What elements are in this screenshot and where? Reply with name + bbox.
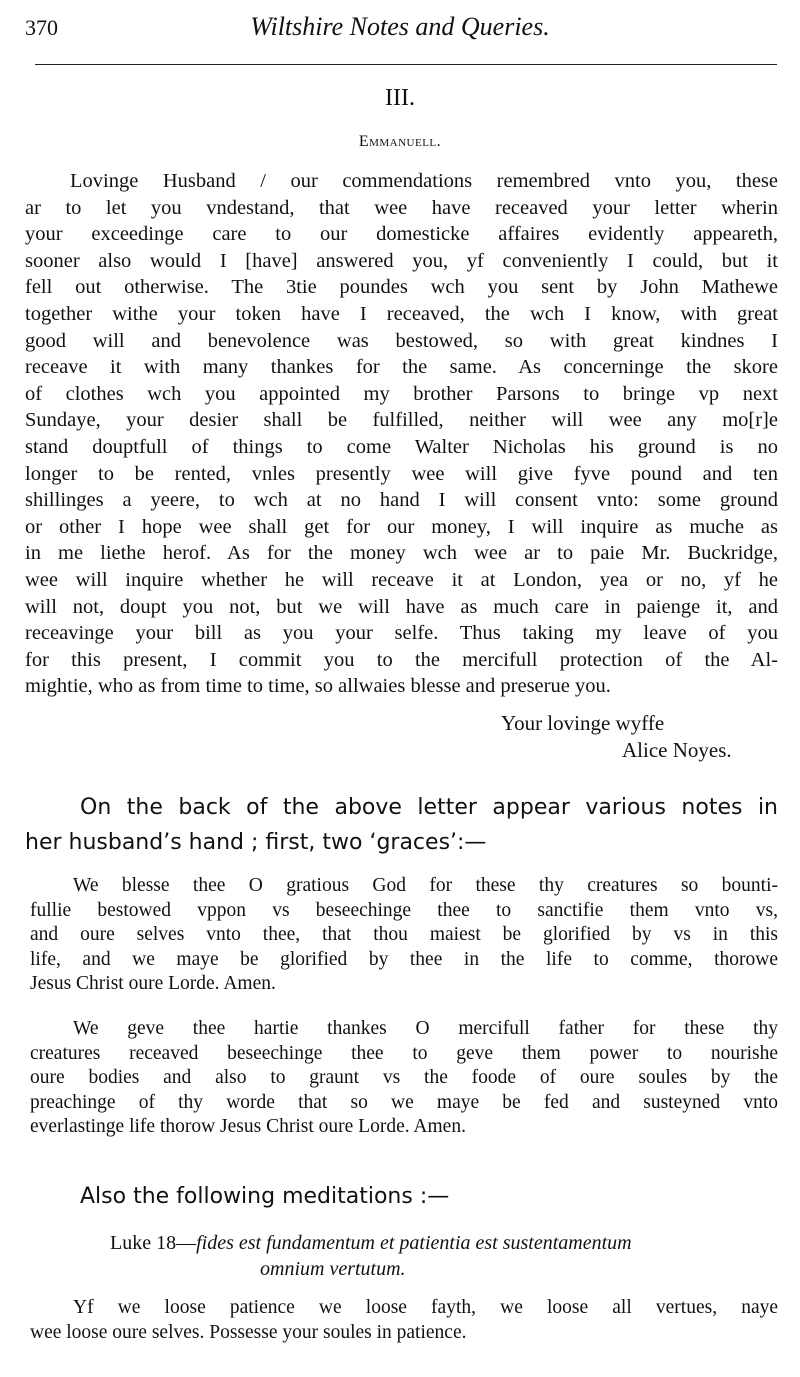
text-line: On the back of the above letter appear various notes in: [80, 795, 778, 820]
header-rule: [35, 64, 777, 65]
letter-closing: Your lovinge wyffe: [501, 711, 665, 735]
text-line: receavinge your bill as you your selfe. Thus taking my leave of you: [25, 622, 778, 645]
text-line: preachinge of thy worde that so we maye be fed and susteyned vnto: [30, 1091, 778, 1113]
meditations-intro: Also the following meditations :—: [80, 1184, 450, 1209]
text-line: creatures receaved beseechinge thee to geve them power to nourishe: [30, 1042, 778, 1064]
text-line: fell out otherwise. The 3tie poundes wch you sent by John Mathewe: [25, 276, 778, 299]
text-line: sooner also would I [have] answered you, yf conveniently I could, but it: [25, 249, 778, 272]
text-line: everlastinge life thorow Jesus Christ oure Lorde. Amen.: [30, 1116, 466, 1138]
text-line: wee loose oure selves. Possesse your soules in patience.: [30, 1322, 467, 1343]
text-line: for this present, I commit you to the mercifull protection of the Al-: [25, 648, 778, 671]
text-line: together withe your token have I receaved, the wch I know, with great: [25, 303, 778, 325]
latin-line-2: omnium vertutum.: [260, 1258, 406, 1280]
text-line: Yf we loose patience we loose fayth, we loose all vertues, naye: [73, 1297, 778, 1318]
text-line: life, and we maye be glorified by thee in the life to comme, thorowe: [30, 948, 778, 970]
text-line: in me liethe herof. As for the money wch wee ar to paie Mr. Buckridge,: [25, 542, 778, 565]
text-line: her husband’s hand ; first, two ‘graces’:—: [25, 830, 487, 855]
letter-signature: Alice Noyes.: [622, 738, 732, 762]
section-numeral: III.: [385, 85, 415, 111]
meditation-reference: [110, 1233, 632, 1253]
text-line: or other I hope wee shall get for our money, I will inquire as muche as: [25, 515, 778, 538]
text-line: your exceedinge care to our domesticke affaires evidently appeareth,: [25, 223, 778, 246]
text-line: wee will inquire whether he will receave it at London, yea or no, yf he: [25, 569, 778, 591]
latin-line-1: fides est fundamentum et patientia est sustentamentum: [196, 1232, 632, 1254]
luke-ref: Luke 18—: [110, 1232, 197, 1254]
text-line: shillinges a yeere, to wch at no hand I will consent vnto: some ground: [25, 489, 778, 512]
running-title: Wiltshire Notes and Queries.: [250, 12, 550, 41]
text-line: Jesus Christ oure Lorde. Amen.: [30, 973, 276, 995]
text-line: mightie, who as from time to time, so allwaies blesse and preserue you.: [25, 675, 611, 698]
text-line: ar to let you vndestand, that wee have receaved your letter wherin: [25, 196, 778, 219]
text-line: good will and benevolence was bestowed, so with great kindnes I: [25, 329, 778, 352]
text-line: oure bodies and also to graunt vs the foode of oure soules by the: [30, 1067, 778, 1089]
text-line: receave it with many thankes for the same. As concerninge the skore: [25, 356, 778, 379]
section-heading: Emmanuell.: [358, 133, 442, 150]
text-line: Sundaye, your desier shall be fulfilled, neither will wee any mo[r]e: [25, 409, 778, 432]
text-line: and oure selves vnto thee, that thou maiest be glorified by vs in this: [30, 924, 778, 946]
text-line: of clothes wch you appointed my brother Parsons to bringe vp next: [25, 382, 778, 405]
text-line: stand douptfull of things to come Walter Nicholas his ground is no: [25, 436, 778, 458]
text-line: fullie bestowed vppon vs beseechinge thee to sanctifie them vnto vs,: [30, 899, 778, 921]
page-number: 370: [25, 15, 58, 40]
text-line: We blesse thee O gratious God for these thy creatures so bounti-: [73, 875, 778, 896]
text-line: will not, doupt you not, but we will have as much care in paienge it, and: [25, 595, 778, 618]
text-line: We geve thee hartie thankes O mercifull father for these thy: [73, 1018, 778, 1039]
text-line: longer to be rented, vnles presently wee will give fyve pound and ten: [25, 462, 778, 485]
text-line: Lovinge Husband / our commendations remembred vnto you, these: [70, 170, 778, 192]
